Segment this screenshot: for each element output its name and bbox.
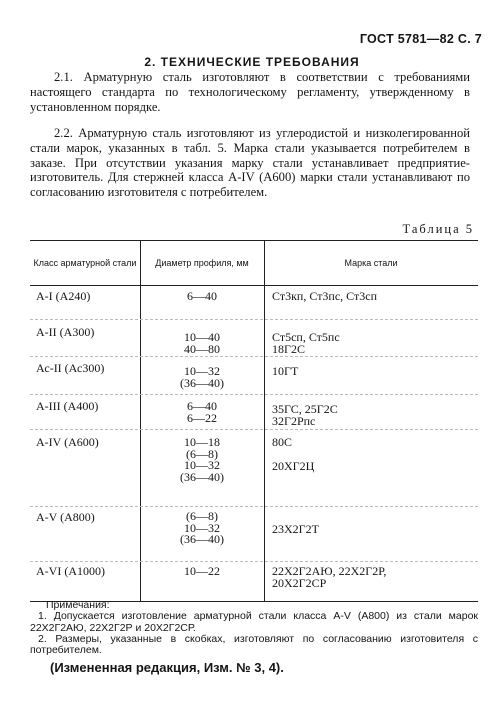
cell-class: A-V (A800): [36, 510, 95, 524]
grade-value: Ст5сп, Ст5пс: [272, 330, 340, 344]
diameter-value: 10—18: [184, 435, 220, 449]
cell-grade: [272, 332, 340, 355]
cell-diameter: [140, 566, 264, 578]
cell-class: A-IV (A600): [36, 435, 99, 449]
cell-grade: [272, 366, 298, 378]
cell-diameter: [140, 401, 264, 424]
row-separator: [30, 561, 478, 562]
cell-class: Ас-II (Ас300): [36, 361, 105, 375]
diameter-value: 40—80: [184, 341, 220, 356]
diameter-value: 10—22: [184, 564, 220, 578]
cell-grade: [272, 437, 314, 472]
diameter-value: 6—40: [187, 399, 217, 413]
diameter-value: 10—32: [184, 520, 220, 535]
grade-value: Ст3кп, Ст3пс, Ст3сп: [272, 289, 378, 303]
grade-value: 22Х2Г2АЮ, 22Х2Г2Р,: [272, 564, 387, 578]
note-item: [30, 634, 478, 657]
diameter-value: (6—8): [186, 446, 218, 461]
grade-value: 23Х2Г2Т: [272, 522, 319, 536]
diameter-value: 6—22: [187, 410, 217, 425]
paragraph-2-1-text: 2.1. Арматурную сталь изготовляют в соответствии с требованиями настоящего стандарта по технологическому регламенту, утвержденному в установленном порядке.: [30, 70, 470, 114]
grade-value: 32Г2Рпс: [272, 413, 316, 428]
table-caption: Таблица 5: [402, 222, 474, 236]
cell-diameter: [140, 511, 264, 546]
row-separator: [30, 356, 478, 357]
header-diameter: Диаметр профиля, мм: [155, 257, 249, 268]
cell-grade: [272, 566, 386, 589]
cell-grade: [272, 404, 338, 427]
paragraph-2-2-text: 2.2. Арматурную сталь изготовляют из углеродистой и низколегированной стали марок, указанных в табл. 5. Марка стали указывается потребителем в заказе. При отсутствии указания марку стали устанавливает предприятие-изготовитель. Для стержней класса A-IV (A600) марки стали устанавливают по согласованию изготовителя с потребителем.: [30, 126, 470, 200]
table-column-divider: [264, 241, 265, 601]
steel-grades-table: [30, 240, 478, 602]
paragraph-2-2: [30, 126, 470, 200]
cell-grade: [272, 524, 319, 536]
diameter-value: 10—32: [184, 458, 220, 472]
row-separator: [30, 429, 478, 430]
table-header-divider: [30, 285, 478, 286]
cell-diameter: [140, 366, 264, 389]
diameter-value: (36—40): [180, 469, 224, 484]
note-text: 2. Размеры, указанные в скобках, изготовляют по согласованию изготовителя с потребителем.: [30, 632, 478, 657]
diameter-value: 6—40: [187, 289, 217, 303]
row-separator: [30, 319, 478, 320]
cell-class: A-VI (A1000): [36, 564, 105, 578]
note-item: [30, 611, 478, 634]
diameter-value: 10—32: [184, 364, 220, 378]
grade-value: 80С: [272, 435, 293, 449]
diameter-value: (36—40): [180, 532, 224, 546]
grade-value: 20Х2Г2СР: [272, 575, 327, 590]
diameter-value: (36—40): [180, 375, 224, 390]
cell-grade: [272, 291, 377, 303]
diameter-value: 10—40: [184, 330, 220, 344]
cell-diameter: [140, 437, 264, 483]
note-text: 1. Допускается изготовление арматурной стали класса A-V (A800) из стали марок 22Х2Г2АЮ, 22Х2Г2Р и 20Х2Г2СР.: [30, 610, 478, 634]
section-title: 2. ТЕХНИЧЕСКИЕ ТРЕБОВАНИЯ: [144, 55, 360, 69]
cell-diameter: [140, 332, 264, 355]
table-notes: [30, 600, 478, 656]
header-class: Класс арматурной стали: [33, 257, 137, 268]
grade-value: 18Г2С: [272, 341, 305, 356]
diameter-value: (6—8): [186, 509, 218, 523]
row-separator: [30, 394, 478, 395]
paragraph-2-1: [30, 70, 470, 114]
edition-note: (Измененная редакция, Изм. № 3, 4).: [50, 660, 284, 675]
grade-value: 35ГС, 25Г2С: [272, 402, 338, 416]
cell-diameter: [140, 291, 264, 303]
notes-title: Примечания:: [46, 599, 110, 611]
page-header: ГОСТ 5781—82 С. 7: [359, 32, 482, 46]
cell-class: A-III (A400): [36, 399, 99, 413]
header-grade: Марка стали: [344, 257, 398, 268]
grade-value: 10ГТ: [272, 364, 299, 378]
cell-class: A-I (A240): [36, 289, 91, 303]
cell-class: A-II (A300): [36, 325, 95, 339]
row-separator: [30, 506, 478, 507]
grade-value: 20ХГ2Ц: [272, 458, 315, 473]
